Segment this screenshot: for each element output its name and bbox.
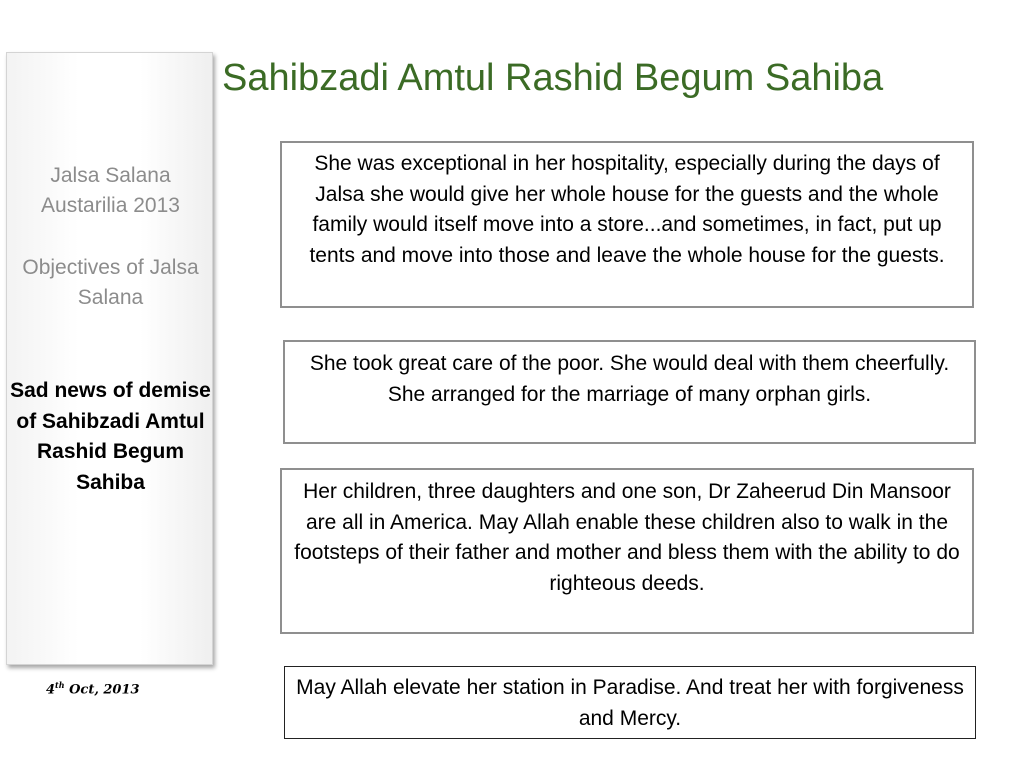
text-box-children: Her children, three daughters and one son, Dr Zaheerud Din Mansoor are all in America. May Allah enable these children also to walk in the footsteps of their father and mother and bless them with the ability to do righteous deeds. bbox=[280, 468, 974, 634]
sidebar-objectives-label: Objectives of Jalsa Salana bbox=[22, 256, 199, 309]
date-rest: Oct, 2013 bbox=[64, 682, 140, 698]
date-label bbox=[46, 680, 140, 697]
slide-title: Sahibzadi Amtul Rashid Begum Sahiba bbox=[222, 57, 884, 99]
date-suffix: th bbox=[55, 680, 65, 690]
sidebar-panel bbox=[6, 52, 213, 665]
sidebar-event-label: Jalsa Salana Austarilia 2013 bbox=[41, 164, 180, 217]
sidebar-current-topic: Sad news of demise of Sahibzadi Amtul Rashid Begum Sahiba bbox=[10, 379, 211, 494]
text-box-hospitality: She was exceptional in her hospitality, especially during the days of Jalsa she would give her whole house for the guests and the whole family would itself move into a store...and sometimes, in fact, put up tents and move into those and leave the whole house for the guests. bbox=[280, 141, 974, 308]
text-box-care-of-poor: She took great care of the poor. She would deal with them cheerfully. She arranged for the marriage of many orphan girls. bbox=[283, 340, 976, 444]
date-day: 4 bbox=[46, 682, 56, 698]
text-box-prayer: May Allah elevate her station in Paradise. And treat her with forgiveness and Mercy. bbox=[284, 666, 976, 739]
